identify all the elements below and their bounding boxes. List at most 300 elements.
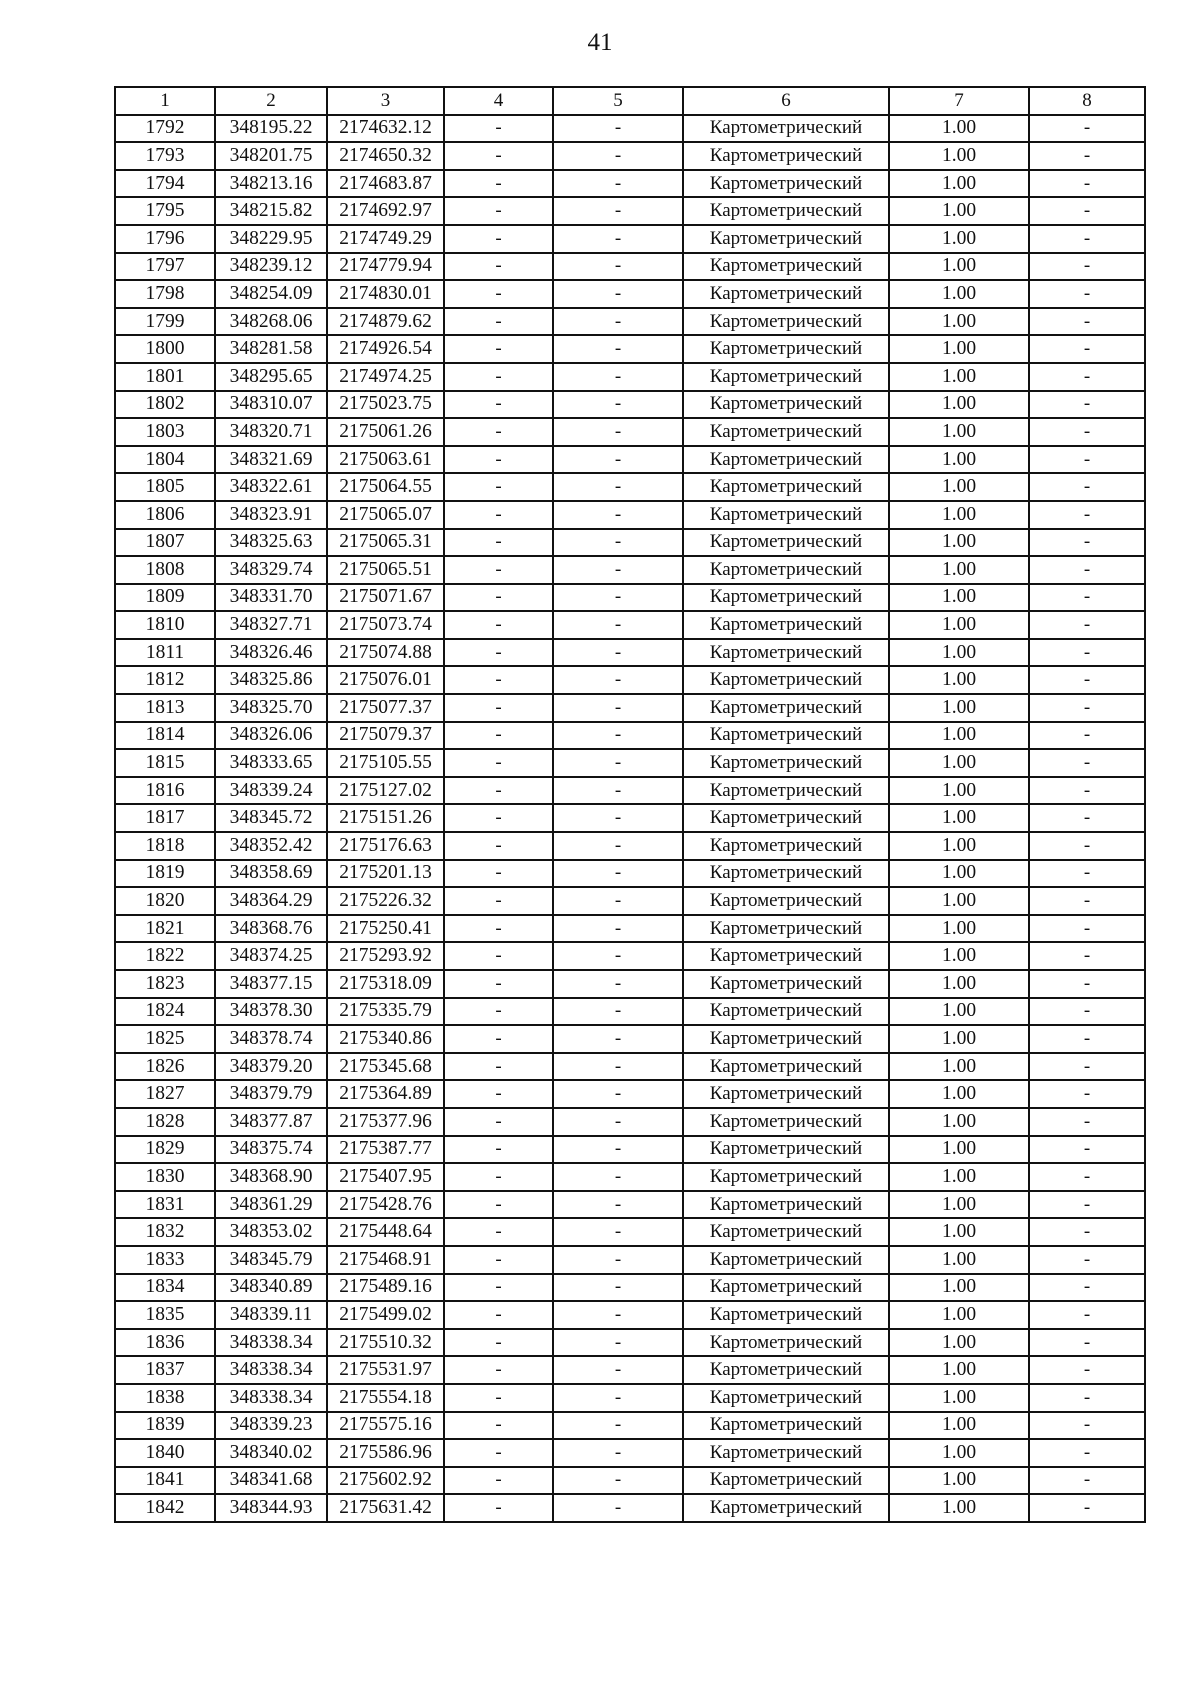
column-5-cell: - — [553, 1163, 683, 1191]
method-cell: Картометрический — [683, 170, 889, 198]
column-4-cell: - — [444, 142, 553, 170]
coordinate-y-cell: 2174974.25 — [327, 363, 444, 391]
column-5-cell: - — [553, 170, 683, 198]
precision-cell: 1.00 — [889, 1191, 1029, 1219]
coordinate-y-cell: 2174749.29 — [327, 225, 444, 253]
column-4-cell: - — [444, 970, 553, 998]
coordinate-x-cell: 348338.34 — [215, 1329, 327, 1357]
column-5-cell: - — [553, 1274, 683, 1302]
column-5-cell: - — [553, 308, 683, 336]
coordinate-y-cell: 2175345.68 — [327, 1053, 444, 1081]
point-number-cell: 1822 — [115, 942, 215, 970]
page-number: 41 — [587, 29, 613, 56]
column-5-cell: - — [553, 998, 683, 1026]
table-row — [115, 529, 1145, 557]
table-row — [115, 777, 1145, 805]
point-number-cell: 1819 — [115, 860, 215, 888]
column-8-cell: - — [1029, 1412, 1145, 1440]
column-8-cell: - — [1029, 418, 1145, 446]
coordinate-x-cell: 348353.02 — [215, 1218, 327, 1246]
column-4-cell: - — [444, 749, 553, 777]
column-5-cell: - — [553, 639, 683, 667]
column-8-cell: - — [1029, 225, 1145, 253]
precision-cell: 1.00 — [889, 1329, 1029, 1357]
table-row — [115, 1080, 1145, 1108]
column-5-cell: - — [553, 556, 683, 584]
point-number-cell: 1833 — [115, 1246, 215, 1274]
coordinate-y-cell: 2175076.01 — [327, 666, 444, 694]
precision-cell: 1.00 — [889, 584, 1029, 612]
column-8-cell: - — [1029, 1218, 1145, 1246]
precision-cell: 1.00 — [889, 749, 1029, 777]
precision-cell: 1.00 — [889, 639, 1029, 667]
column-5-cell: - — [553, 446, 683, 474]
coordinate-x-cell: 348327.71 — [215, 611, 327, 639]
table-row — [115, 280, 1145, 308]
coordinate-y-cell: 2175176.63 — [327, 832, 444, 860]
column-8-cell: - — [1029, 1191, 1145, 1219]
coordinate-y-cell: 2174879.62 — [327, 308, 444, 336]
point-number-cell: 1821 — [115, 915, 215, 943]
coordinate-y-cell: 2175079.37 — [327, 722, 444, 750]
column-8-cell: - — [1029, 749, 1145, 777]
column-4-cell: - — [444, 501, 553, 529]
column-8-cell: - — [1029, 1356, 1145, 1384]
column-4-cell: - — [444, 363, 553, 391]
coordinate-y-cell: 2175073.74 — [327, 611, 444, 639]
column-5-cell: - — [553, 694, 683, 722]
coordinate-x-cell: 348379.79 — [215, 1080, 327, 1108]
column-4-cell: - — [444, 1218, 553, 1246]
column-4-cell: - — [444, 1025, 553, 1053]
table-row — [115, 446, 1145, 474]
table-row — [115, 1384, 1145, 1412]
point-number-cell: 1839 — [115, 1412, 215, 1440]
precision-cell: 1.00 — [889, 694, 1029, 722]
table-row — [115, 170, 1145, 198]
method-cell: Картометрический — [683, 1494, 889, 1522]
column-4-cell: - — [444, 253, 553, 281]
column-4-cell: - — [444, 1467, 553, 1495]
column-8-cell: - — [1029, 1301, 1145, 1329]
coordinate-y-cell: 2175510.32 — [327, 1329, 444, 1357]
method-cell: Картометрический — [683, 335, 889, 363]
precision-cell: 1.00 — [889, 197, 1029, 225]
coordinate-x-cell: 348361.29 — [215, 1191, 327, 1219]
column-5-cell: - — [553, 391, 683, 419]
coordinate-x-cell: 348358.69 — [215, 860, 327, 888]
column-5-cell: - — [553, 1191, 683, 1219]
method-cell: Картометрический — [683, 666, 889, 694]
method-cell: Картометрический — [683, 501, 889, 529]
column-8-cell: - — [1029, 942, 1145, 970]
table-row — [115, 1053, 1145, 1081]
point-number-cell: 1831 — [115, 1191, 215, 1219]
point-number-cell: 1809 — [115, 584, 215, 612]
method-cell: Картометрический — [683, 280, 889, 308]
column-8-cell: - — [1029, 639, 1145, 667]
method-cell: Картометрический — [683, 1356, 889, 1384]
coordinate-x-cell: 348344.93 — [215, 1494, 327, 1522]
coordinate-x-cell: 348352.42 — [215, 832, 327, 860]
column-8-cell: - — [1029, 666, 1145, 694]
table-row — [115, 253, 1145, 281]
point-number-cell: 1824 — [115, 998, 215, 1026]
point-number-cell: 1832 — [115, 1218, 215, 1246]
point-number-cell: 1800 — [115, 335, 215, 363]
precision-cell: 1.00 — [889, 804, 1029, 832]
column-8-cell: - — [1029, 1494, 1145, 1522]
table-row — [115, 418, 1145, 446]
method-cell: Картометрический — [683, 1218, 889, 1246]
column-8-cell: - — [1029, 722, 1145, 750]
coordinate-y-cell: 2175489.16 — [327, 1274, 444, 1302]
precision-cell: 1.00 — [889, 446, 1029, 474]
precision-cell: 1.00 — [889, 777, 1029, 805]
coordinate-x-cell: 348378.30 — [215, 998, 327, 1026]
column-4-cell: - — [444, 584, 553, 612]
method-cell: Картометрический — [683, 418, 889, 446]
coordinate-x-cell: 348326.46 — [215, 639, 327, 667]
method-cell: Картометрический — [683, 142, 889, 170]
column-4-cell: - — [444, 804, 553, 832]
method-cell: Картометрический — [683, 1053, 889, 1081]
column-8-cell: - — [1029, 391, 1145, 419]
table-row — [115, 335, 1145, 363]
coordinate-y-cell: 2174779.94 — [327, 253, 444, 281]
table-header — [115, 87, 1145, 115]
point-number-cell: 1792 — [115, 115, 215, 143]
precision-cell: 1.00 — [889, 832, 1029, 860]
table-row — [115, 142, 1145, 170]
column-5-cell: - — [553, 501, 683, 529]
coordinate-x-cell: 348378.74 — [215, 1025, 327, 1053]
method-cell: Картометрический — [683, 1136, 889, 1164]
column-8-cell: - — [1029, 1329, 1145, 1357]
coordinate-y-cell: 2175127.02 — [327, 777, 444, 805]
column-8-cell: - — [1029, 335, 1145, 363]
precision-cell: 1.00 — [889, 611, 1029, 639]
column-4-cell: - — [444, 1439, 553, 1467]
point-number-cell: 1826 — [115, 1053, 215, 1081]
column-8-cell: - — [1029, 473, 1145, 501]
column-4-cell: - — [444, 1494, 553, 1522]
precision-cell: 1.00 — [889, 1301, 1029, 1329]
precision-cell: 1.00 — [889, 942, 1029, 970]
precision-cell: 1.00 — [889, 308, 1029, 336]
table-row — [115, 1494, 1145, 1522]
coordinate-y-cell: 2175428.76 — [327, 1191, 444, 1219]
coordinate-x-cell: 348338.34 — [215, 1384, 327, 1412]
point-number-cell: 1793 — [115, 142, 215, 170]
method-cell: Картометрический — [683, 363, 889, 391]
coordinate-y-cell: 2175065.07 — [327, 501, 444, 529]
table-row — [115, 1274, 1145, 1302]
coordinate-y-cell: 2175407.95 — [327, 1163, 444, 1191]
precision-cell: 1.00 — [889, 970, 1029, 998]
table-row — [115, 722, 1145, 750]
point-number-cell: 1799 — [115, 308, 215, 336]
column-header-2: 2 — [215, 87, 327, 115]
column-4-cell: - — [444, 1356, 553, 1384]
coordinate-y-cell: 2175074.88 — [327, 639, 444, 667]
coordinate-y-cell: 2175377.96 — [327, 1108, 444, 1136]
precision-cell: 1.00 — [889, 142, 1029, 170]
table-row — [115, 556, 1145, 584]
coordinate-y-cell: 2175387.77 — [327, 1136, 444, 1164]
column-8-cell: - — [1029, 1163, 1145, 1191]
precision-cell: 1.00 — [889, 501, 1029, 529]
column-8-cell: - — [1029, 1384, 1145, 1412]
column-4-cell: - — [444, 887, 553, 915]
method-cell: Картометрический — [683, 584, 889, 612]
column-4-cell: - — [444, 1108, 553, 1136]
coordinate-x-cell: 348377.15 — [215, 970, 327, 998]
column-5-cell: - — [553, 832, 683, 860]
table-row — [115, 611, 1145, 639]
point-number-cell: 1818 — [115, 832, 215, 860]
column-8-cell: - — [1029, 280, 1145, 308]
precision-cell: 1.00 — [889, 1439, 1029, 1467]
precision-cell: 1.00 — [889, 115, 1029, 143]
coordinate-x-cell: 348322.61 — [215, 473, 327, 501]
coordinate-y-cell: 2174692.97 — [327, 197, 444, 225]
coordinate-x-cell: 348281.58 — [215, 335, 327, 363]
coordinate-y-cell: 2175105.55 — [327, 749, 444, 777]
column-4-cell: - — [444, 473, 553, 501]
point-number-cell: 1820 — [115, 887, 215, 915]
column-5-cell: - — [553, 225, 683, 253]
table-row — [115, 694, 1145, 722]
point-number-cell: 1802 — [115, 391, 215, 419]
column-4-cell: - — [444, 915, 553, 943]
method-cell: Картометрический — [683, 749, 889, 777]
column-5-cell: - — [553, 666, 683, 694]
table-row — [115, 225, 1145, 253]
column-4-cell: - — [444, 1329, 553, 1357]
column-8-cell: - — [1029, 1246, 1145, 1274]
point-number-cell: 1836 — [115, 1329, 215, 1357]
column-4-cell: - — [444, 942, 553, 970]
method-cell: Картометрический — [683, 529, 889, 557]
precision-cell: 1.00 — [889, 1274, 1029, 1302]
table-row — [115, 1163, 1145, 1191]
method-cell: Картометрический — [683, 1301, 889, 1329]
precision-cell: 1.00 — [889, 1218, 1029, 1246]
point-number-cell: 1838 — [115, 1384, 215, 1412]
precision-cell: 1.00 — [889, 1136, 1029, 1164]
coordinate-x-cell: 348320.71 — [215, 418, 327, 446]
column-4-cell: - — [444, 860, 553, 888]
coordinate-x-cell: 348345.72 — [215, 804, 327, 832]
coordinate-x-cell: 348374.25 — [215, 942, 327, 970]
precision-cell: 1.00 — [889, 1246, 1029, 1274]
method-cell: Картометрический — [683, 887, 889, 915]
column-5-cell: - — [553, 473, 683, 501]
coordinate-x-cell: 348239.12 — [215, 253, 327, 281]
column-8-cell: - — [1029, 115, 1145, 143]
column-4-cell: - — [444, 998, 553, 1026]
point-number-cell: 1840 — [115, 1439, 215, 1467]
coordinate-y-cell: 2175448.64 — [327, 1218, 444, 1246]
table-row — [115, 1108, 1145, 1136]
method-cell: Картометрический — [683, 1025, 889, 1053]
precision-cell: 1.00 — [889, 253, 1029, 281]
column-5-cell: - — [553, 335, 683, 363]
coordinate-y-cell: 2174830.01 — [327, 280, 444, 308]
table-row — [115, 749, 1145, 777]
coordinate-x-cell: 348339.24 — [215, 777, 327, 805]
column-4-cell: - — [444, 722, 553, 750]
point-number-cell: 1803 — [115, 418, 215, 446]
coordinate-y-cell: 2175531.97 — [327, 1356, 444, 1384]
column-5-cell: - — [553, 722, 683, 750]
table-row — [115, 1467, 1145, 1495]
method-cell: Картометрический — [683, 694, 889, 722]
column-5-cell: - — [553, 777, 683, 805]
table-row — [115, 860, 1145, 888]
column-4-cell: - — [444, 115, 553, 143]
coordinate-x-cell: 348295.65 — [215, 363, 327, 391]
coordinate-y-cell: 2174632.12 — [327, 115, 444, 143]
column-8-cell: - — [1029, 253, 1145, 281]
point-number-cell: 1825 — [115, 1025, 215, 1053]
table-row — [115, 1329, 1145, 1357]
point-number-cell: 1807 — [115, 529, 215, 557]
table-row — [115, 1218, 1145, 1246]
coordinate-x-cell: 348339.23 — [215, 1412, 327, 1440]
coordinate-x-cell: 348345.79 — [215, 1246, 327, 1274]
column-5-cell: - — [553, 611, 683, 639]
precision-cell: 1.00 — [889, 666, 1029, 694]
column-8-cell: - — [1029, 887, 1145, 915]
precision-cell: 1.00 — [889, 1356, 1029, 1384]
column-4-cell: - — [444, 611, 553, 639]
coordinate-y-cell: 2175602.92 — [327, 1467, 444, 1495]
point-number-cell: 1798 — [115, 280, 215, 308]
column-8-cell: - — [1029, 501, 1145, 529]
coordinate-x-cell: 348254.09 — [215, 280, 327, 308]
column-8-cell: - — [1029, 1080, 1145, 1108]
table-row — [115, 1136, 1145, 1164]
coordinate-y-cell: 2175468.91 — [327, 1246, 444, 1274]
coordinate-y-cell: 2175064.55 — [327, 473, 444, 501]
column-5-cell: - — [553, 1108, 683, 1136]
precision-cell: 1.00 — [889, 418, 1029, 446]
table-row — [115, 915, 1145, 943]
column-8-cell: - — [1029, 446, 1145, 474]
coordinate-x-cell: 348268.06 — [215, 308, 327, 336]
column-header-8: 8 — [1029, 87, 1145, 115]
column-5-cell: - — [553, 1025, 683, 1053]
method-cell: Картометрический — [683, 1384, 889, 1412]
coordinate-x-cell: 348213.16 — [215, 170, 327, 198]
precision-cell: 1.00 — [889, 1108, 1029, 1136]
coordinate-x-cell: 348340.89 — [215, 1274, 327, 1302]
column-5-cell: - — [553, 115, 683, 143]
coordinate-x-cell: 348364.29 — [215, 887, 327, 915]
column-8-cell: - — [1029, 915, 1145, 943]
column-8-cell: - — [1029, 611, 1145, 639]
column-8-cell: - — [1029, 970, 1145, 998]
coordinate-y-cell: 2175335.79 — [327, 998, 444, 1026]
precision-cell: 1.00 — [889, 529, 1029, 557]
coordinate-y-cell: 2175499.02 — [327, 1301, 444, 1329]
column-4-cell: - — [444, 418, 553, 446]
precision-cell: 1.00 — [889, 280, 1029, 308]
table-row — [115, 942, 1145, 970]
column-8-cell: - — [1029, 556, 1145, 584]
table-row — [115, 970, 1145, 998]
precision-cell: 1.00 — [889, 1025, 1029, 1053]
method-cell: Картометрический — [683, 915, 889, 943]
method-cell: Картометрический — [683, 1246, 889, 1274]
point-number-cell: 1823 — [115, 970, 215, 998]
coordinate-x-cell: 348229.95 — [215, 225, 327, 253]
table-row — [115, 501, 1145, 529]
column-4-cell: - — [444, 1191, 553, 1219]
point-number-cell: 1817 — [115, 804, 215, 832]
column-4-cell: - — [444, 529, 553, 557]
coordinate-y-cell: 2175077.37 — [327, 694, 444, 722]
column-4-cell: - — [444, 556, 553, 584]
coordinate-y-cell: 2175318.09 — [327, 970, 444, 998]
column-4-cell: - — [444, 777, 553, 805]
column-8-cell: - — [1029, 197, 1145, 225]
column-8-cell: - — [1029, 1136, 1145, 1164]
table-row — [115, 308, 1145, 336]
coordinate-x-cell: 348215.82 — [215, 197, 327, 225]
method-cell: Картометрический — [683, 860, 889, 888]
point-number-cell: 1801 — [115, 363, 215, 391]
precision-cell: 1.00 — [889, 1467, 1029, 1495]
column-header-6: 6 — [683, 87, 889, 115]
column-8-cell: - — [1029, 1439, 1145, 1467]
coordinate-x-cell: 348377.87 — [215, 1108, 327, 1136]
table-row — [115, 804, 1145, 832]
column-4-cell: - — [444, 1384, 553, 1412]
column-8-cell: - — [1029, 363, 1145, 391]
precision-cell: 1.00 — [889, 887, 1029, 915]
point-number-cell: 1794 — [115, 170, 215, 198]
header-row — [115, 87, 1145, 115]
column-4-cell: - — [444, 639, 553, 667]
method-cell: Картометрический — [683, 998, 889, 1026]
column-5-cell: - — [553, 1439, 683, 1467]
point-number-cell: 1835 — [115, 1301, 215, 1329]
precision-cell: 1.00 — [889, 1053, 1029, 1081]
precision-cell: 1.00 — [889, 860, 1029, 888]
column-4-cell: - — [444, 1080, 553, 1108]
coordinate-y-cell: 2175586.96 — [327, 1439, 444, 1467]
table-row — [115, 887, 1145, 915]
method-cell: Картометрический — [683, 253, 889, 281]
table-row — [115, 832, 1145, 860]
coordinate-y-cell: 2174683.87 — [327, 170, 444, 198]
column-8-cell: - — [1029, 1025, 1145, 1053]
column-5-cell: - — [553, 942, 683, 970]
precision-cell: 1.00 — [889, 225, 1029, 253]
table-row — [115, 1412, 1145, 1440]
table-row — [115, 473, 1145, 501]
coordinate-x-cell: 348323.91 — [215, 501, 327, 529]
coordinate-x-cell: 348321.69 — [215, 446, 327, 474]
coordinate-x-cell: 348379.20 — [215, 1053, 327, 1081]
column-8-cell: - — [1029, 142, 1145, 170]
column-5-cell: - — [553, 1080, 683, 1108]
column-4-cell: - — [444, 335, 553, 363]
coordinate-y-cell: 2175065.31 — [327, 529, 444, 557]
